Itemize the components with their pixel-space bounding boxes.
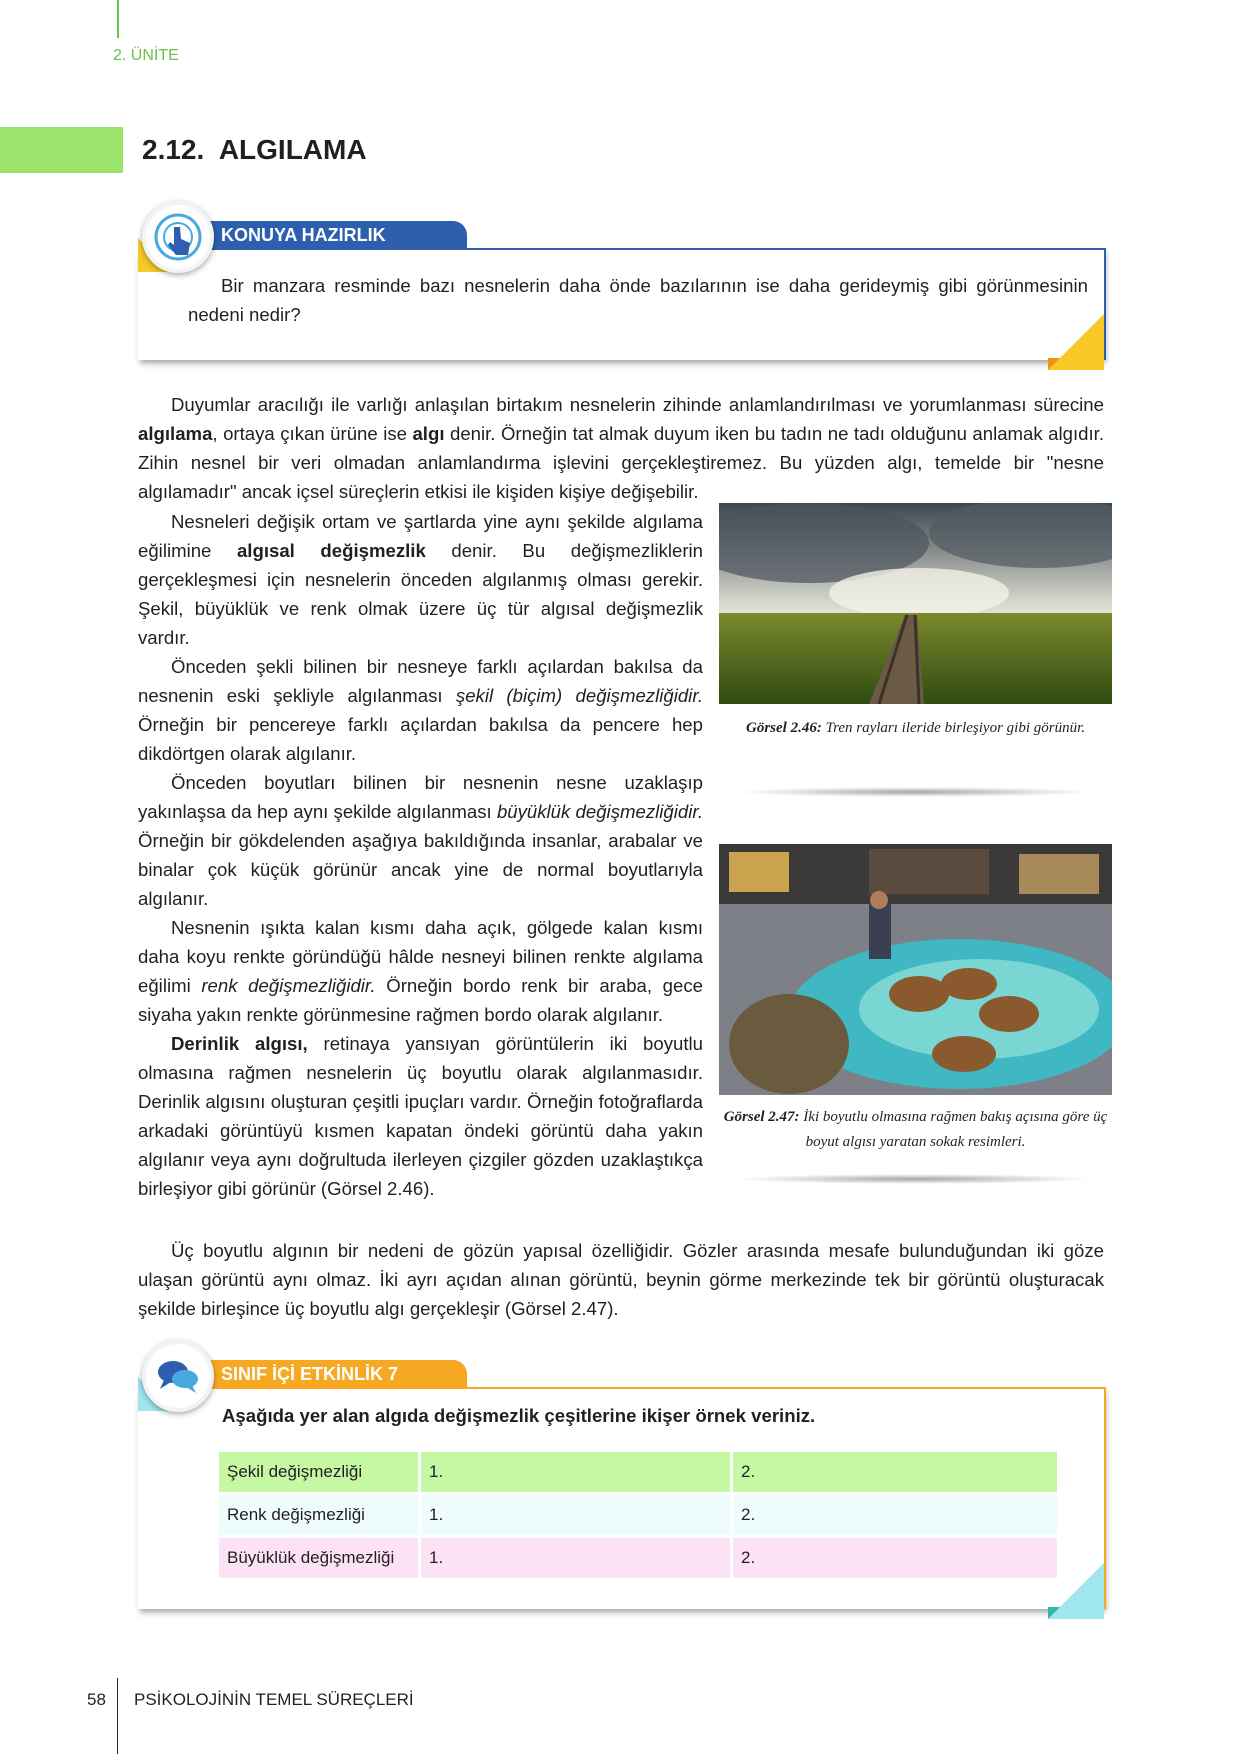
section-name: ALGILAMA	[218, 134, 367, 165]
paragraph-intro: Duyumlar aracılığı ile varlığı anlaşılan birtakım nesnelerin zihinde anlamlandırılması ve yorumlanması sürecine algılama, ortaya çıkan ürüne ise algı denir. Örneğin tat almak duyum iken bu tadın ne tadı olduğunu anlamak algıdır. Zihin nesnel bir veri olmadan anlamlandırma işlevini gerçekleştiremez. Bu yüzden algı, temelde bir "nesne algılamadır" ancak içsel süreçlerin etkisi ile kişiden kişiye değişebilir.	[138, 394, 1104, 502]
activity-corner-fold-tail	[1048, 1607, 1060, 1619]
street-art-photo	[719, 844, 1112, 1095]
paragraph-shape: Önceden şekli bilinen bir nesneye farklı açılardan bakılsa da nesnenin eski şekliyle algılanması şekil (biçim) değişmezliğidir. Örneğin bir pencereye farklı açılardan bakılsa da pencere hep dikdörtgen olarak algılanır.	[138, 656, 703, 764]
column-text	[138, 507, 703, 1203]
prep-corner-fold-tail	[1048, 358, 1060, 370]
table-row: Şekil değişmezliği 1. 2.	[219, 1452, 1057, 1492]
prep-label: KONUYA HAZIRLIK	[201, 221, 467, 249]
prep-box	[138, 248, 1106, 360]
figure-caption-2-47: Görsel 2.47: İki boyutlu olmasına rağmen bakış açısına göre üç boyut algısı yaratan sokak resimleri.	[723, 1109, 1108, 1150]
table-row: Renk değişmezliği 1. 2.	[219, 1495, 1057, 1535]
touch-icon	[142, 201, 214, 273]
prep-question: Bir manzara resminde bazı nesnelerin daha önde bazılarının ise daha gerideymiş gibi görünmesinin nedeni nedir?	[188, 275, 1088, 325]
railway-photo	[719, 503, 1112, 704]
constancy-table	[216, 1449, 1060, 1581]
activity-box	[138, 1387, 1106, 1609]
figure-shadow	[735, 1174, 1095, 1184]
footer-rule	[117, 1678, 118, 1754]
section-number: 2.12.	[142, 134, 205, 165]
figure-caption-2-46: Görsel 2.46: Tren rayları ileride birleşiyor gibi görünür.	[745, 720, 1086, 736]
paragraph-3d: Üç boyutlu algının bir nedeni de gözün yapısal özelliğidir. Gözler arasında mesafe bulunduğundan iki göze ulaşan görüntü aynı olmaz. İki ayrı açıdan alınan görüntü, beynin görme merkezinde tek bir görüntü oluşturacak şekilde birleşince üç boyutlu algı gerçekleşir (Görsel 2.47).	[138, 1240, 1104, 1319]
book-title: PSİKOLOJİNİN TEMEL SÜREÇLERİ	[134, 1690, 414, 1709]
paragraph-depth: Derinlik algısı, retinaya yansıyan görüntülerin iki boyutlu olmasına rağmen nesnelerin üç boyutlu olarak algılanmasıdır. Derinlik algısını oluşturan çeşitli ipuçları vardır. Örneğin fotoğraflarda arkadaki görüntüyü kısmen kapatan öndeki görüntü daha yakın algılanır veya aynı doğrultuda ilerleyen çizgiler gözden uzaklaştıkça birleşiyor gibi görünür (Görsel 2.46).	[138, 1033, 703, 1199]
page-number: 58	[87, 1690, 106, 1709]
table-row: Büyüklük değişmezliği 1. 2.	[219, 1538, 1057, 1578]
section-title	[142, 134, 367, 166]
header-rule	[117, 0, 119, 38]
paragraph-color: Nesnenin ışıkta kalan kısmı daha açık, gölgede kalan kısmı daha koyu renkte göründüğü hâlde nesneyi bilinen renkte algılama eğilimi renk değişmezliğidir. Örneğin bordo renk bir araba, gece siyaha yakın renkte görünmesine rağmen bordo olarak algılanır.	[138, 917, 703, 1025]
figure-shadow	[735, 787, 1095, 797]
activity-label: SINIF İÇİ ETKİNLİK 7	[201, 1360, 467, 1388]
activity-instruction: Aşağıda yer alan algıda değişmezlik çeşitlerine ikişer örnek veriniz.	[222, 1405, 816, 1426]
speech-bubbles-icon	[142, 1340, 214, 1412]
unit-label: 2. ÜNİTE	[113, 47, 179, 64]
paragraph-constancy: Nesneleri değişik ortam ve şartlarda yine aynı şekilde algılama eğilimine algısal değişmezlik denir. Bu değişmezliklerin gerçekleşmesi için nesnelerin önceden algılanmış olması gerekir. Şekil, büyüklük ve renk olmak üzere üç tür algısal değişmezlik vardır.	[138, 511, 704, 648]
paragraph-size: Önceden boyutları bilinen bir nesnenin nesne uzaklaşıp yakınlaşsa da hep aynı şekilde algılanması büyüklük değişmezliğidir. Örneğin bir gökdelenden aşağıya bakıldığında insanlar, arabalar ve binalar çok küçük görünür ancak yine de normal boyutlarıyla algılanır.	[138, 772, 703, 909]
section-marker	[0, 127, 123, 173]
